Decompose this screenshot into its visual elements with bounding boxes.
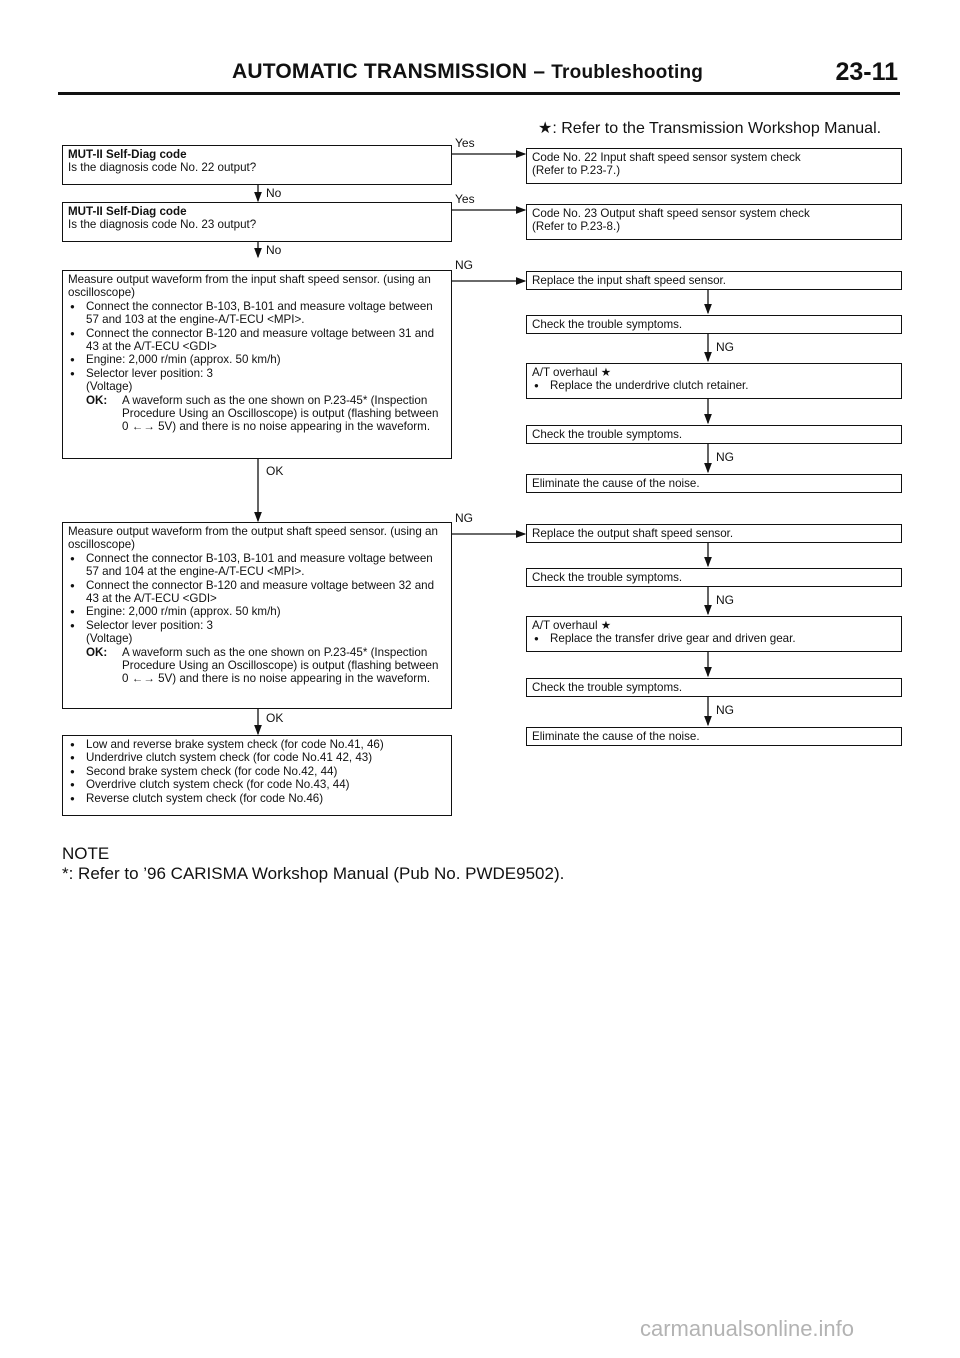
procedure-intro: Measure output waveform from the output shaft speed sensor. (using an oscilloscope): [68, 525, 438, 552]
voltage-label: (Voltage): [86, 380, 133, 394]
system-check-item: ● Reverse clutch system check (for code No.46): [68, 792, 446, 805]
ng-label: NG: [455, 511, 473, 525]
system-check-list-box: [62, 735, 452, 816]
procedure-step: ● Connect the connector B-120 and measure voltage between 32 and 43 at the A/T-ECU <GDI>: [68, 579, 446, 606]
system-check-list: [68, 738, 446, 805]
watermark: carmanualsonline.info: [640, 1316, 855, 1341]
procedure-step: ● Selector lever position: 3: [68, 367, 446, 380]
box-line: Check the trouble symptoms.: [532, 318, 683, 331]
ng-label: NG: [716, 703, 734, 717]
box-line: Check the trouble symptoms.: [532, 681, 683, 694]
ng-label: NG: [716, 340, 734, 354]
ok-criterion: [68, 646, 446, 686]
check-symptoms-box: [526, 315, 902, 334]
procedure-step: ● Selector lever position: 3: [68, 619, 446, 632]
yes-label: Yes: [455, 136, 475, 150]
code-22-check-box: [526, 148, 902, 184]
code-23-check-box: [526, 204, 902, 240]
eliminate-noise-box: [526, 727, 902, 746]
yes-label: Yes: [455, 192, 475, 206]
box-title: MUT-II Self-Diag code: [68, 148, 187, 161]
system-check-item: ● Underdrive clutch system check (for code No.41 42, 43): [68, 751, 446, 764]
box-line: Code No. 23 Output shaft speed sensor system check: [532, 207, 810, 220]
box-line: Replace the output shaft speed sensor.: [532, 527, 734, 540]
ng-label: NG: [716, 450, 734, 464]
box-reference: (Refer to P.23-7.): [532, 164, 621, 178]
box-line: Check the trouble symptoms.: [532, 428, 683, 441]
ok-flow-label: OK: [266, 711, 284, 725]
box-line: Check the trouble symptoms.: [532, 571, 683, 584]
overhaul-step: ● Replace the underdrive clutch retainer.: [532, 379, 896, 392]
replace-input-sensor-box: [526, 271, 902, 290]
ok-text: A waveform such as the one shown on P.23-45* (Inspection Procedure Using an Oscilloscope) is output (flashing between 0 ←→ 5V) and there is no noise appearing in the waveform.: [122, 393, 439, 434]
procedure-step: ● Connect the connector B-120 and measure voltage between 31 and 43 at the A/T-ECU <GDI>: [68, 327, 446, 354]
overhaul-step: ● Replace the transfer drive gear and driven gear.: [532, 632, 896, 645]
ok-criterion: [68, 394, 446, 434]
note-heading: NOTE: [62, 844, 110, 863]
self-diag-code-22-box: [62, 145, 452, 185]
check-symptoms-box: [526, 568, 902, 587]
star-reference-note: ★: Refer to the Transmission Workshop Manual.: [538, 120, 882, 137]
eliminate-noise-box: [526, 474, 902, 493]
ok-text: A waveform such as the one shown on P.23-45* (Inspection Procedure Using an Oscilloscope) is output (flashing between 0 ←→ 5V) and there is no noise appearing in the waveform.: [122, 645, 439, 686]
box-question: Is the diagnosis code No. 22 output?: [68, 161, 257, 175]
overhaul-steps: [532, 379, 896, 392]
box-question: Is the diagnosis code No. 23 output?: [68, 218, 257, 232]
box-title: A/T overhaul ★: [532, 366, 612, 379]
check-symptoms-box: [526, 425, 902, 444]
system-check-item: ● Low and reverse brake system check (for code No.41, 46): [68, 738, 446, 751]
self-diag-code-23-box: [62, 202, 452, 242]
procedure-steps: [68, 300, 446, 380]
note-text: *: Refer to ’96 CARISMA Workshop Manual (Pub No. PWDE9502).: [62, 864, 565, 883]
box-title: MUT-II Self-Diag code: [68, 205, 187, 218]
box-line: Eliminate the cause of the noise.: [532, 477, 700, 490]
section-subtitle: Troubleshooting: [551, 62, 704, 83]
procedure-step: ● Connect the connector B-103, B-101 and measure voltage between 57 and 104 at the engine-A/T-ECU <MPI>.: [68, 552, 446, 579]
box-line: Replace the input shaft speed sensor.: [532, 274, 727, 287]
check-symptoms-box: [526, 678, 902, 697]
ok-label: OK:: [86, 645, 108, 659]
box-reference: (Refer to P.23-8.): [532, 220, 621, 234]
overhaul-steps: [532, 632, 896, 645]
output-shaft-waveform-box: [62, 522, 452, 709]
voltage-label: (Voltage): [86, 632, 133, 646]
section-title-main: AUTOMATIC TRANSMISSION: [232, 60, 528, 83]
section-title-dash: –: [533, 60, 546, 83]
ng-label: NG: [455, 258, 473, 272]
at-overhaul-box: [526, 616, 902, 652]
ok-flow-label: OK: [266, 464, 284, 478]
no-label: No: [266, 186, 282, 200]
page-number: 23-11: [835, 58, 898, 86]
box-line: Code No. 22 Input shaft speed sensor system check: [532, 151, 801, 164]
input-shaft-waveform-box: [62, 270, 452, 459]
system-check-item: ● Second brake system check (for code No.42, 44): [68, 765, 446, 778]
box-title: A/T overhaul ★: [532, 619, 612, 632]
procedure-steps: [68, 552, 446, 632]
procedure-step: ● Engine: 2,000 r/min (approx. 50 km/h): [68, 605, 446, 618]
box-line: Eliminate the cause of the noise.: [532, 730, 700, 743]
no-label: No: [266, 243, 282, 257]
procedure-intro: Measure output waveform from the input shaft speed sensor. (using an oscilloscope): [68, 273, 431, 300]
procedure-step: ● Engine: 2,000 r/min (approx. 50 km/h): [68, 353, 446, 366]
replace-output-sensor-box: [526, 524, 902, 543]
ng-label: NG: [716, 593, 734, 607]
ok-label: OK:: [86, 393, 108, 407]
system-check-item: ● Overdrive clutch system check (for code No.43, 44): [68, 778, 446, 791]
at-overhaul-box: [526, 363, 902, 399]
procedure-step: ● Connect the connector B-103, B-101 and measure voltage between 57 and 103 at the engine-A/T-ECU <MPI>.: [68, 300, 446, 327]
